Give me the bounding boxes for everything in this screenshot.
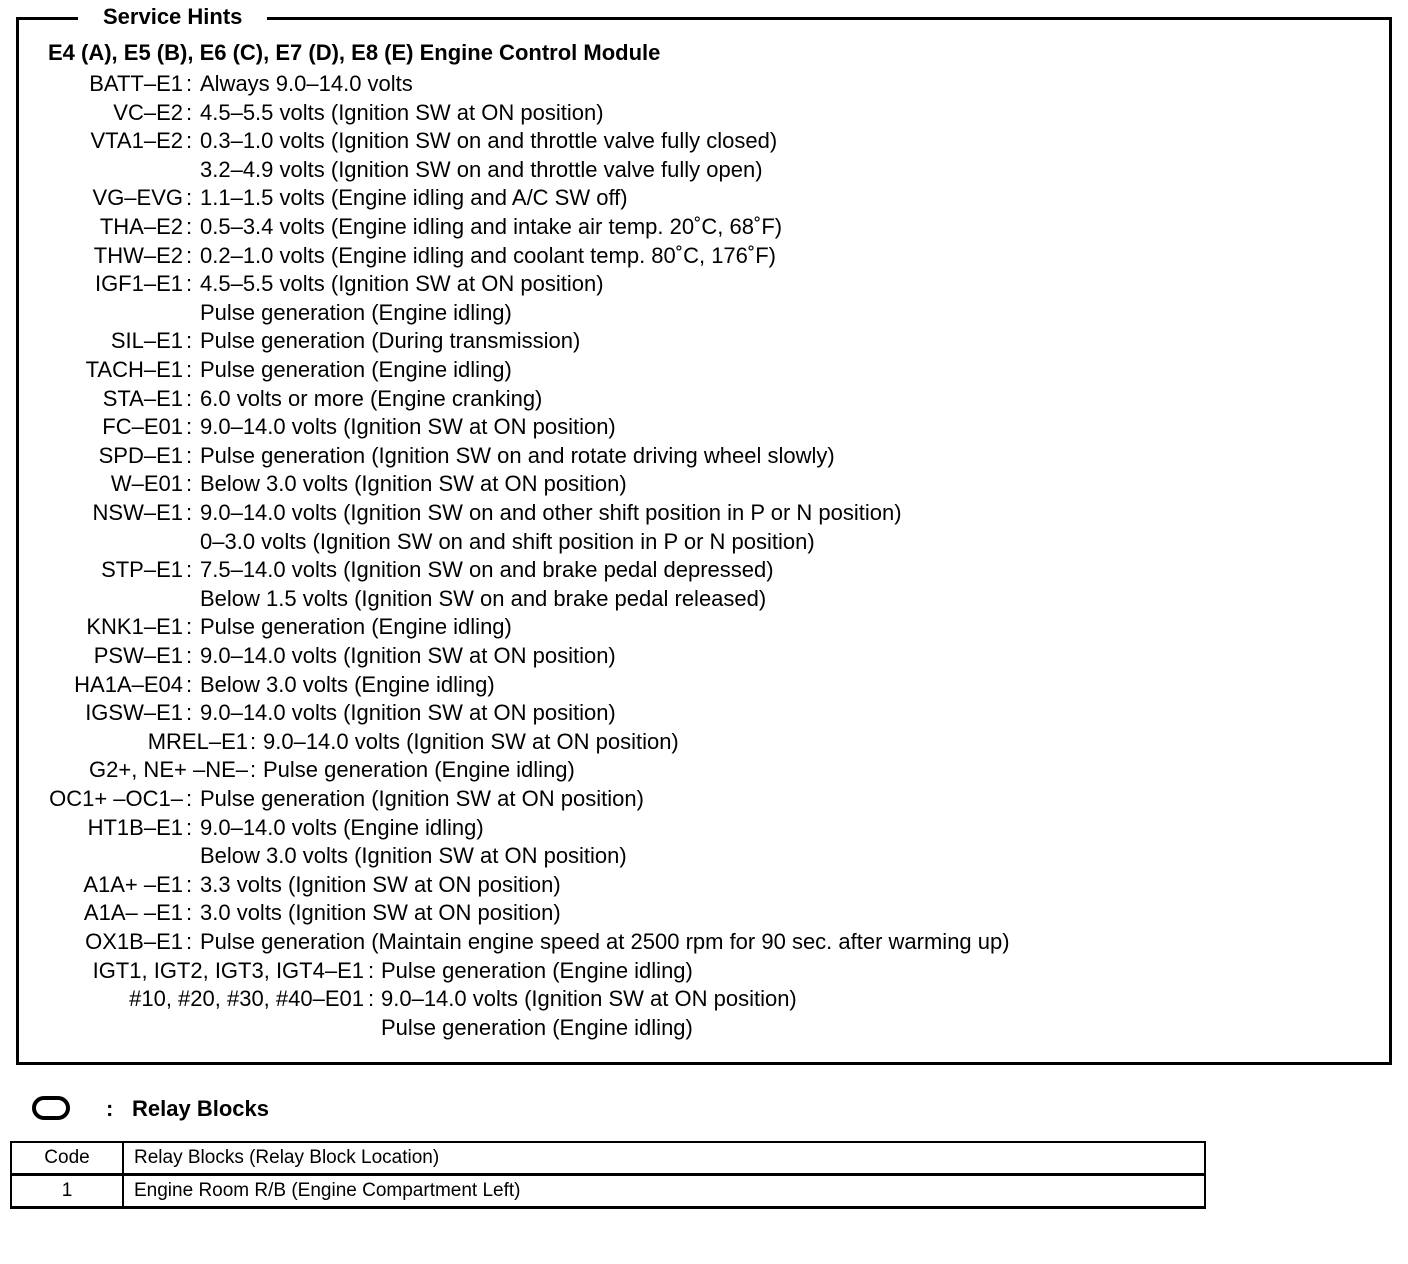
hint-colon: : <box>250 757 257 782</box>
hint-value: Below 1.5 volts (Ignition SW on and brake pedal released) <box>200 586 767 611</box>
hint-value: 9.0–14.0 volts (Ignition SW at ON position) <box>200 414 616 439</box>
hint-row <box>0 642 1390 670</box>
hint-colon: : <box>186 872 193 897</box>
hint-terminal: THA–E2 <box>99 214 183 239</box>
hint-value: 9.0–14.0 volts (Ignition SW at ON position) <box>200 700 616 725</box>
hint-value: Below 3.0 volts (Ignition SW at ON position) <box>200 471 627 496</box>
hint-value: Below 3.0 volts (Engine idling) <box>200 672 495 697</box>
hint-terminal: OX1B–E1 <box>85 929 183 954</box>
hint-terminal: TACH–E1 <box>85 357 183 382</box>
hint-colon: : <box>186 414 193 439</box>
hint-row <box>0 842 1390 870</box>
hint-row <box>0 385 1390 413</box>
hint-row <box>0 327 1390 355</box>
hint-row <box>0 556 1390 584</box>
hint-value: Pulse generation (Engine idling) <box>200 300 512 325</box>
hint-row <box>0 528 1390 556</box>
hint-terminal: HT1B–E1 <box>87 815 183 840</box>
hint-colon: : <box>186 700 193 725</box>
hint-row <box>0 928 1390 956</box>
relay-block-symbol-icon <box>32 1096 70 1120</box>
hint-terminal: OC1+ –OC1– <box>49 786 183 811</box>
hint-colon: : <box>250 729 257 754</box>
hint-row <box>0 156 1390 184</box>
hint-value: 0.2–1.0 volts (Engine idling and coolant temp. 80˚C, 176˚F) <box>200 243 776 268</box>
hint-terminal: #10, #20, #30, #40–E01 <box>129 986 364 1011</box>
hint-row <box>0 756 1390 784</box>
hint-row <box>0 442 1390 470</box>
hint-value: Pulse generation (Engine idling) <box>381 958 693 983</box>
hint-colon: : <box>186 557 193 582</box>
hint-colon: : <box>186 185 193 210</box>
table-header-row <box>11 1142 1205 1175</box>
hint-row <box>0 70 1390 98</box>
hint-value: Pulse generation (Ignition SW at ON position) <box>200 786 644 811</box>
hint-colon: : <box>186 214 193 239</box>
hint-colon: : <box>368 986 375 1011</box>
hint-colon: : <box>368 958 375 983</box>
hint-value: 4.5–5.5 volts (Ignition SW at ON position) <box>200 271 604 296</box>
cell-code: 1 <box>11 1175 123 1208</box>
hint-terminal: HA1A–E04 <box>74 672 183 697</box>
hint-colon: : <box>186 614 193 639</box>
hint-terminal: KNK1–E1 <box>86 614 183 639</box>
legend-label: Relay Blocks <box>132 1096 269 1121</box>
hint-terminal: IGF1–E1 <box>94 271 183 296</box>
hint-colon: : <box>186 71 193 96</box>
hint-colon: : <box>186 815 193 840</box>
hint-value: 3.2–4.9 volts (Ignition SW on and throttle valve fully open) <box>200 157 763 182</box>
hint-value: Below 3.0 volts (Ignition SW at ON position) <box>200 843 627 868</box>
hint-row <box>0 728 1390 756</box>
hint-row <box>0 699 1390 727</box>
hint-row <box>0 985 1390 1013</box>
hint-terminal: W–E01 <box>110 471 183 496</box>
hint-row <box>0 242 1390 270</box>
hint-terminal: FC–E01 <box>102 414 183 439</box>
hint-value: Always 9.0–14.0 volts <box>200 71 413 96</box>
cell-location: Engine Room R/B (Engine Compartment Left) <box>123 1175 1205 1208</box>
hint-row <box>0 499 1390 527</box>
hint-row <box>0 871 1390 899</box>
hint-value: Pulse generation (Maintain engine speed at 2500 rpm for 90 sec. after warming up) <box>200 929 1010 954</box>
hint-colon: : <box>186 386 193 411</box>
hint-value: Pulse generation (Engine idling) <box>263 757 575 782</box>
hint-terminal: VC–E2 <box>113 100 183 125</box>
hint-colon: : <box>186 128 193 153</box>
hint-row <box>0 613 1390 641</box>
hint-value: 7.5–14.0 volts (Ignition SW on and brake pedal depressed) <box>200 557 774 582</box>
legend-colon: : <box>106 1096 114 1121</box>
hint-row <box>0 899 1390 927</box>
hint-terminal: STP–E1 <box>101 557 183 582</box>
hint-value: Pulse generation (Engine idling) <box>381 1015 693 1040</box>
hint-row <box>0 785 1390 813</box>
hint-terminal: IGSW–E1 <box>85 700 183 725</box>
hint-row <box>0 1014 1390 1042</box>
hint-value: 0.3–1.0 volts (Ignition SW on and throttle valve fully closed) <box>200 128 778 153</box>
hint-terminal: VTA1–E2 <box>90 128 183 153</box>
hint-row <box>0 299 1390 327</box>
service-hints-title: Service Hints <box>78 4 267 30</box>
hint-row <box>0 270 1390 298</box>
hint-value: Pulse generation (During transmission) <box>200 328 581 353</box>
module-title: E4 (A), E5 (B), E6 (C), E7 (D), E8 (E) Engine Control Module <box>48 40 661 65</box>
hint-value: Pulse generation (Engine idling) <box>200 357 512 382</box>
hint-colon: : <box>186 900 193 925</box>
hint-value: 3.3 volts (Ignition SW at ON position) <box>200 872 561 897</box>
hint-terminal: A1A– –E1 <box>83 900 183 925</box>
hint-colon: : <box>186 643 193 668</box>
hint-value: Pulse generation (Ignition SW on and rotate driving wheel slowly) <box>200 443 835 468</box>
hint-row <box>0 99 1390 127</box>
hint-row <box>0 413 1390 441</box>
relay-block-table <box>10 1141 1206 1209</box>
table-row <box>11 1175 1205 1208</box>
hint-value: 6.0 volts or more (Engine cranking) <box>200 386 543 411</box>
hint-terminal: A1A+ –E1 <box>83 872 183 897</box>
hint-row <box>0 356 1390 384</box>
hint-row <box>0 585 1390 613</box>
hint-colon: : <box>186 672 193 697</box>
hint-terminal: VG–EVG <box>92 185 183 210</box>
hint-value: 9.0–14.0 volts (Ignition SW at ON position) <box>381 986 797 1011</box>
hint-terminal: STA–E1 <box>102 386 183 411</box>
hint-terminal: IGT1, IGT2, IGT3, IGT4–E1 <box>92 958 364 983</box>
header-code: Code <box>11 1142 123 1175</box>
hint-terminal: SPD–E1 <box>98 443 183 468</box>
hint-terminal: PSW–E1 <box>93 643 183 668</box>
hint-value: Pulse generation (Engine idling) <box>200 614 512 639</box>
hint-colon: : <box>186 100 193 125</box>
hint-value: 9.0–14.0 volts (Engine idling) <box>200 815 484 840</box>
hint-terminal: MREL–E1 <box>147 729 248 754</box>
hint-terminal: BATT–E1 <box>89 71 183 96</box>
hint-value: 9.0–14.0 volts (Ignition SW at ON position) <box>200 643 616 668</box>
hint-row <box>0 213 1390 241</box>
hint-colon: : <box>186 357 193 382</box>
hint-colon: : <box>186 243 193 268</box>
hint-colon: : <box>186 328 193 353</box>
hint-value: 4.5–5.5 volts (Ignition SW at ON position) <box>200 100 604 125</box>
hint-row <box>0 671 1390 699</box>
hint-value: 1.1–1.5 volts (Engine idling and A/C SW off) <box>200 185 628 210</box>
hint-colon: : <box>186 929 193 954</box>
hint-colon: : <box>186 471 193 496</box>
hint-colon: : <box>186 786 193 811</box>
header-location: Relay Blocks (Relay Block Location) <box>123 1142 1205 1175</box>
hint-row <box>0 957 1390 985</box>
hint-terminal: THW–E2 <box>93 243 183 268</box>
hint-row <box>0 470 1390 498</box>
hint-value: 3.0 volts (Ignition SW at ON position) <box>200 900 561 925</box>
hint-colon: : <box>186 443 193 468</box>
hint-terminal: NSW–E1 <box>92 500 183 525</box>
hint-terminal: G2+, NE+ –NE– <box>89 757 248 782</box>
hint-colon: : <box>186 500 193 525</box>
hint-value: 9.0–14.0 volts (Ignition SW at ON position) <box>263 729 679 754</box>
hint-value: 0.5–3.4 volts (Engine idling and intake air temp. 20˚C, 68˚F) <box>200 214 783 239</box>
hint-row <box>0 127 1390 155</box>
hint-row <box>0 814 1390 842</box>
hint-value: 9.0–14.0 volts (Ignition SW on and other shift position in P or N position) <box>200 500 902 525</box>
hint-colon: : <box>186 271 193 296</box>
hint-terminal: SIL–E1 <box>110 328 183 353</box>
hint-value: 0–3.0 volts (Ignition SW on and shift position in P or N position) <box>200 529 815 554</box>
hint-row <box>0 184 1390 212</box>
